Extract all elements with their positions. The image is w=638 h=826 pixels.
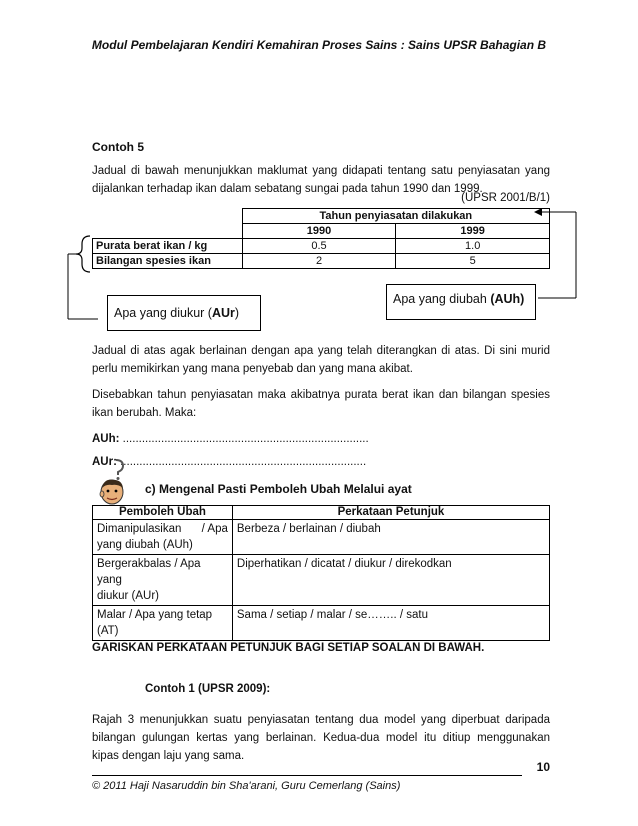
callout-aur-prefix: Apa yang diukur ( <box>114 306 212 320</box>
table-empty-cell <box>93 209 243 224</box>
variable-text: Bergerakbalas / Apa yang <box>97 558 201 586</box>
variable-text: Malar / Apa yang tetap <box>97 609 213 621</box>
contoh5-heading: Contoh 5 <box>92 140 144 154</box>
keyword-cell: Sama / setiap / malar / se…….. / satu <box>232 606 549 641</box>
variable-text: Dimanipulasikan <box>97 523 182 535</box>
auh-label: AUh: <box>92 433 120 445</box>
variable-cell <box>93 520 233 555</box>
aur-dots: ............................................................................. <box>116 456 367 468</box>
keyword-cell: Berbeza / berlainan / diubah <box>232 520 549 555</box>
variable-text: (AT) <box>97 625 119 637</box>
contoh5-line1: Jadual di bawah menunjukkan maklumat yang didapati tentang satu penyiasatan yang <box>92 165 550 177</box>
contoh1-heading: Contoh 1 (UPSR 2009): <box>145 683 271 695</box>
table-group-header: Tahun penyiasatan dilakukan <box>242 209 549 224</box>
variable-text: yang diubah (AUh) <box>97 539 193 551</box>
header-pemboleh-ubah: Pemboleh Ubah <box>93 506 233 520</box>
auh-dots: ............................................................................. <box>119 433 369 445</box>
aur-label: AUr: <box>92 456 117 468</box>
contoh5-line2: dijalankan terhadap ikan dalam sebatang sungai pada tahun 1990 dan 1999. <box>92 183 483 195</box>
variable-cell <box>93 555 233 606</box>
page-header: Modul Pembelajaran Kendiri Kemahiran Proses Sains : Sains UPSR Bahagian B <box>91 38 547 52</box>
year-header-1990: 1990 <box>242 224 396 239</box>
table-empty-cell <box>93 224 243 239</box>
variable-cell <box>93 606 233 641</box>
table-row <box>93 555 550 606</box>
contoh1-line3: kipas dengan laju yang sama. <box>92 750 245 762</box>
table-row <box>93 606 550 641</box>
year-header-1999: 1999 <box>396 224 550 239</box>
contoh1-body <box>92 711 550 765</box>
fish-data-table <box>92 208 550 269</box>
explain-p1-line1: Jadual di atas agak berlainan dengan apa yang telah diterangkan di atas. Di sini murid <box>92 345 550 357</box>
callout-aur-suffix: ) <box>234 306 240 320</box>
brace-connector <box>60 228 100 328</box>
page-number: 10 <box>536 760 550 774</box>
section-c-title: c) Mengenal Pasti Pemboleh Ubah Melalui ayat <box>145 482 412 496</box>
cell-value: 5 <box>396 254 550 269</box>
arrow-connector <box>528 205 588 315</box>
explain-p2-line2: ikan berubah. Maka: <box>92 407 197 419</box>
contoh1-line1: Rajah 3 menunjukkan suatu penyiasatan tentang dua model yang diperbuat daripada <box>92 714 550 726</box>
callout-auh-prefix: Apa yang diubah <box>393 292 491 306</box>
cell-value: 2 <box>242 254 396 269</box>
auh-answer-line <box>92 430 550 448</box>
thinking-person-icon <box>96 458 132 506</box>
contoh1-line2: bilangan gulungan kertas yang berlainan. Kedua-dua model itu ditiup menggunakan <box>92 732 550 744</box>
instruction-heading: GARISKAN PERKATAAN PETUNJUK BAGI SETIAP SOALAN DI BAWAH. <box>92 642 485 654</box>
explain-p2-line1: Disebabkan tahun penyiasatan maka akibatnya purata berat ikan dan bilangan spesies <box>92 389 550 401</box>
aur-answer-line <box>92 453 550 471</box>
table-row <box>93 520 550 555</box>
callout-aur-code: AUr <box>211 306 235 320</box>
cell-value: 1.0 <box>396 239 550 254</box>
callout-auh <box>386 284 536 320</box>
row-label: Purata berat ikan / kg <box>93 239 243 254</box>
variable-text: / Apa <box>201 523 228 535</box>
footer-copyright: © 2011 Haji Nasaruddin bin Sha'arani, Guru Cemerlang (Sains) <box>92 780 401 792</box>
row-label: Bilangan spesies ikan <box>93 254 243 269</box>
variable-text: diukur (AUr) <box>97 590 159 602</box>
keyword-table <box>92 505 550 641</box>
contoh5-source: (UPSR 2001/B/1) <box>461 192 550 204</box>
callout-aur <box>107 295 261 331</box>
cell-value: 0.5 <box>242 239 396 254</box>
table-row <box>93 239 550 254</box>
keyword-cell: Diperhatikan / dicatat / diukur / direkodkan <box>232 555 549 606</box>
explanation <box>92 342 550 471</box>
footer-rule <box>92 775 522 776</box>
table-row <box>93 254 550 269</box>
callout-auh-code: (AUh) <box>490 292 525 306</box>
explain-p1-line2: perlu memikirkan yang mana penyebab dan yang mana akibat. <box>92 363 413 375</box>
header-perkataan-petunjuk: Perkataan Petunjuk <box>232 506 549 520</box>
